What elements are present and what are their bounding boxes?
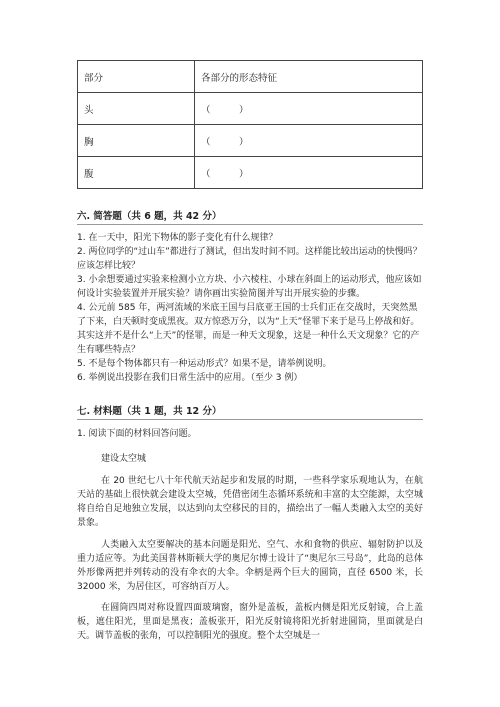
table-cell-blank: （ ）: [195, 157, 423, 189]
material-title: 建设太空城: [101, 454, 147, 464]
table-header-cell: 部分: [78, 61, 195, 93]
table-header-row: [78, 61, 423, 93]
material-paragraph: 在圆筒四周对称设置四面玻璃窗，窗外是盖板，盖板内侧是阳光反射镜，合上盖板，遮住阳光，里面是黑夜；盖板张开，阳光反射镜将阳光折射进圆筒，里面就是白天。调节盖板的张角，可以控制阳光的强度。整个太空城是一: [77, 603, 423, 641]
question-item: 6. 举例说出投影在我们日常生活中的应用。（至少 3 例）: [77, 373, 303, 383]
section-6-title: 六. 简答题（共 6 题，共 42 分）: [77, 211, 222, 222]
material-question: 1. 阅读下面的材料回答问题。: [77, 429, 197, 439]
material-paragraph: 在 20 世纪七八十年代航天站起步和发展的时期，一些科学家乐观地认为，在航天站的基础上很快就会建设太空城，凭借密闭生态循环系统和丰富的太空能源，太空城将自给自足地独立发展，以达到向太空移民的目的，描绘出了一幅人类融入太空的美好景象。: [77, 476, 423, 528]
table-row: [78, 157, 423, 189]
table-header-cell: 各部分的形态特征: [195, 61, 423, 93]
table-cell-part: 胸: [78, 125, 195, 157]
question-item: 3. 小余想要通过实验来检测小立方块、小六棱柱、小球在斜面上的运动形式，他应该如何设计实验装置并开展实验？请你画出实验简图并写出开展实验的步骤。: [77, 275, 422, 299]
question-item: 5. 不是每个物体都只有一种运动形式？如果不是，请举例说明。: [77, 359, 332, 369]
table-cell-blank: （ ）: [195, 125, 423, 157]
section-divider: [77, 419, 423, 420]
table-row: [78, 93, 423, 125]
insect-traits-table: [77, 60, 423, 189]
section-7-title: 七. 材料题（共 1 题，共 12 分）: [77, 406, 222, 417]
table-row: [78, 125, 423, 157]
table-cell-blank: （ ）: [195, 93, 423, 125]
question-item: 4. 公元前 585 年，两河流域的米底王国与吕底亚王国的士兵们正在交战时，天突然黑了下来，白天顿时变成黑夜。双方惊恐万分，以为“上天”怪罪下来于是马上停战和好。其实这并不是什么“上天”的怪罪，而是一种天文现象，这是一种什么天文现象？它的产生有哪些特点？: [77, 303, 420, 355]
question-item: 1. 在一天中，阳光下物体的影子变化有什么规律？: [77, 233, 278, 243]
question-item: 2. 两位同学的“过山车”都进行了测试，但出发时间不同。这样能比较出运动的快慢吗？应该怎样比较？: [77, 247, 422, 271]
material-paragraph: 人类融入太空要解决的基本问题是阳光、空气、水和食物的供应、辐射防护以及重力适应等。为此美国普林斯顿大学的奥尼尔博士设计了“奥尼尔三号岛”，此岛的总体外形像两把并列转动的没有伞衣的大伞。伞柄是两个巨大的圆筒，直径 6500 米，长 32000 米，为居住区，可容纳百万人。: [77, 540, 423, 592]
short-answer-question-list: [77, 231, 423, 385]
table-cell-part: 腹: [78, 157, 195, 189]
section-divider: [77, 224, 423, 225]
table-cell-part: 头: [78, 93, 195, 125]
